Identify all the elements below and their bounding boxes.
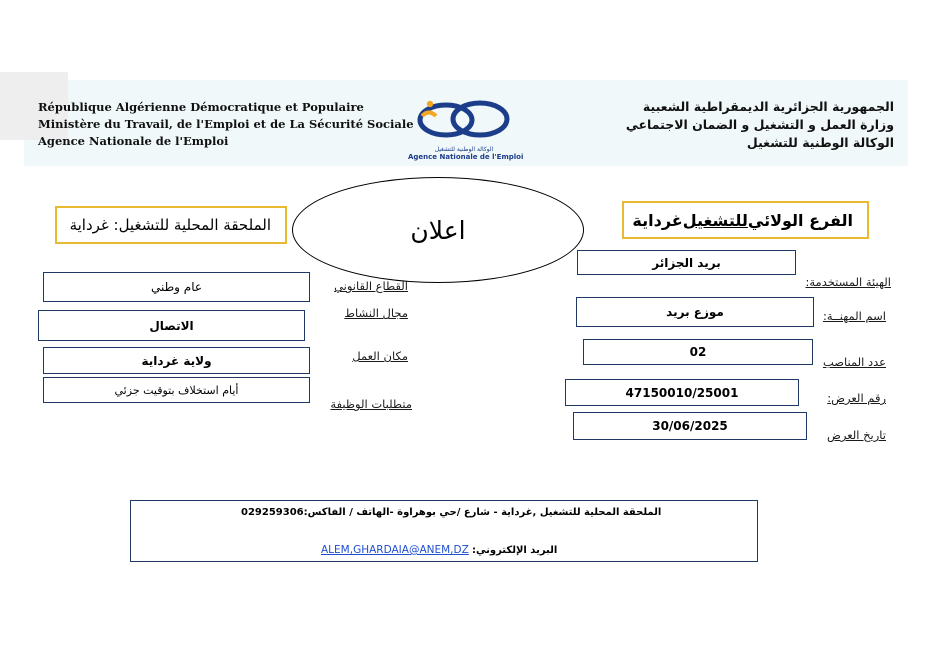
- requirements-value-box: [43, 377, 310, 403]
- offer-number-value: 47150010/25001: [625, 385, 739, 400]
- requirements-label: متطلبات الوظيفة: [330, 397, 412, 411]
- anem-logo-icon: [408, 96, 520, 142]
- header-ar-line-3: الوكالة الوطنية للتشغيل: [746, 135, 894, 150]
- contact-box: [130, 500, 758, 562]
- header-fr-line-2: Ministère du Travail, de l'Emploi et de La Sécurité Sociale: [38, 117, 414, 131]
- employer-value: بريد الجزائر: [652, 255, 721, 270]
- workplace-label: مكان العمل: [352, 349, 408, 363]
- header-ar-line-2: وزارة العمل و التشغيل و الضمان الاجتماعي: [625, 117, 894, 132]
- local-office-label: الملحقة المحلية للتشغيل: غرداية: [69, 216, 271, 234]
- offer-date-value-box: [573, 412, 807, 440]
- branch-underlined: للتشغيل: [682, 210, 748, 230]
- header-ar-line-1: الجمهورية الجزائرية الديمقراطية الشعبية: [642, 99, 894, 114]
- employer-label: الهيئة المستخدمة:: [805, 275, 891, 289]
- contact-email-link[interactable]: ALEM,GHARDAIA@ANEM,DZ: [321, 544, 469, 556]
- requirements-value: أيام استخلاف بتوقيت جزئي: [114, 383, 239, 397]
- workplace-value-box: [43, 347, 310, 374]
- legal-sector-value: عام وطني: [150, 280, 203, 294]
- legal-sector-value-box: [43, 272, 310, 302]
- profession-value: موزع بريد: [666, 305, 724, 319]
- branch-prefix: الفرع الولائي: [747, 210, 853, 230]
- header-fr-line-3: Agence Nationale de l'Emploi: [38, 134, 229, 148]
- activity-value-box: [38, 310, 305, 341]
- local-office-box: [55, 206, 287, 244]
- branch-suffix: غرداية: [632, 210, 683, 230]
- logo-caption-ar: الوكالة الوطنية للتشغيل: [434, 146, 494, 153]
- positions-label: عدد المناصب: [822, 355, 886, 369]
- contact-email-label: البريد الإلكتروني:: [471, 545, 558, 556]
- header-fr-line-1: République Algérienne Démocratique et Populaire: [38, 100, 364, 114]
- contact-email-line: [321, 544, 557, 556]
- workplace-value: ولاية غرداية: [141, 353, 212, 368]
- offer-number-label: رقم العرض:: [827, 391, 886, 405]
- profession-label: اسم المهنــة:: [822, 309, 886, 323]
- profession-value-box: [576, 297, 814, 327]
- contact-address-line: الملحقة المحلية للتشغيل ,غرداية - شارع /حي بوهراوة -الهاتف / الفاكس:029259306: [241, 507, 662, 518]
- branch-box: [622, 201, 869, 239]
- activity-value: الاتصال: [149, 318, 194, 333]
- announcement-title: اعلان: [410, 215, 466, 245]
- activity-label: مجال النشاط: [344, 306, 408, 320]
- offer-number-value-box: [565, 379, 799, 406]
- offer-date-value: 30/06/2025: [652, 419, 728, 433]
- announcement-ellipse: [292, 177, 584, 283]
- positions-value: 02: [689, 345, 707, 359]
- employer-value-box: [577, 250, 796, 275]
- anem-logo: [408, 96, 524, 166]
- offer-date-label: تاريخ العرض: [826, 428, 886, 442]
- logo-caption-fr: Agence Nationale de l'Emploi: [408, 153, 524, 161]
- positions-value-box: [583, 339, 813, 365]
- legal-sector-label: القطاع القانوني: [334, 279, 408, 293]
